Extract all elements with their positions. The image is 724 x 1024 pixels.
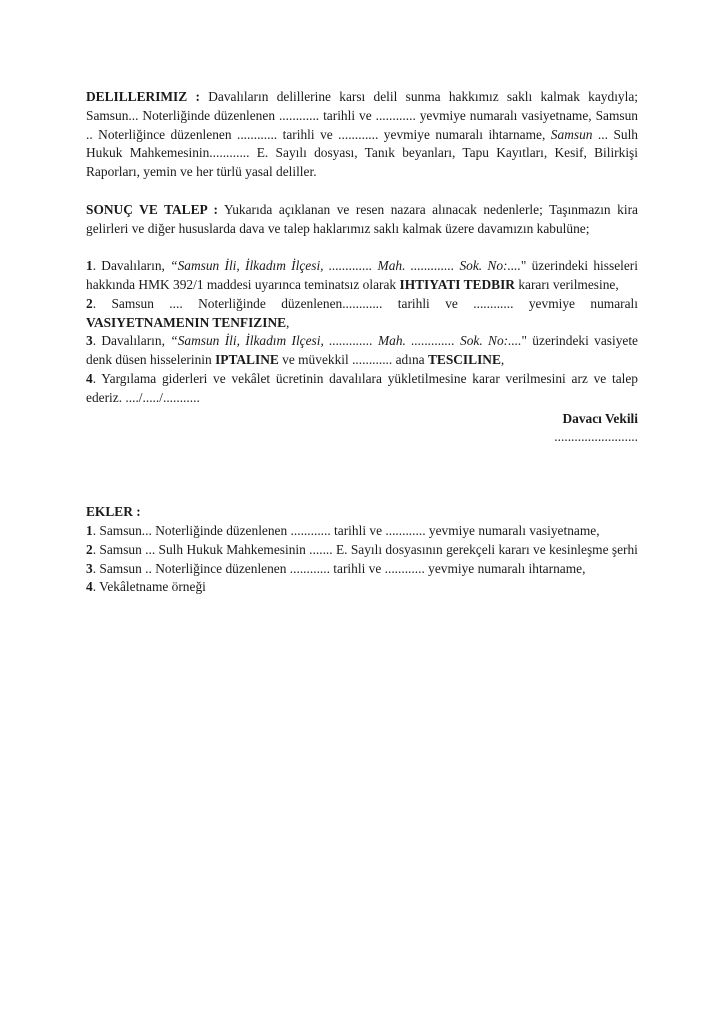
request-number: 4 (86, 370, 93, 386)
request-text: . Davalıların, (92, 333, 171, 349)
attachment-item-3 (86, 560, 638, 579)
request-item-1 (86, 257, 638, 295)
attachment-number: 2 (86, 541, 93, 557)
evidence-paragraph (86, 88, 638, 182)
attachment-number: 3 (86, 560, 93, 576)
request-emphasis: VASIYETNAMENIN TENFIZINE (86, 314, 287, 330)
attachment-item-2 (86, 541, 638, 560)
request-text: " üzerindeki hisseleri hakkında HMK 392/1 maddesi uyarınca teminatsız olarak (86, 258, 638, 292)
conclusion-paragraph (86, 201, 638, 239)
attachment-number: 4 (86, 579, 93, 595)
attachment-number: 1 (86, 522, 93, 538)
request-emphasis: IPTALINE (215, 352, 279, 368)
request-number: 2 (86, 295, 93, 311)
request-text: , (286, 314, 290, 330)
request-text: . Yargılama giderleri ve vekâlet ücretinin davalılara yükletilmesine karar verilmesini arz ve talep ederiz. ..../...../........... (86, 370, 638, 405)
conclusion-text: Yukarıda açıklanan ve resen nazara alınacak nedenlerle; Taşınmazın kira gelirleri ve diğer hususlarda dava ve talep haklarımız saklı kalmak üzere davamızın kabulüne; (86, 201, 638, 236)
signature-title-text: Davacı Vekili (562, 410, 638, 426)
request-emphasis: IHTIYATI TEDBIR (399, 276, 515, 292)
request-address: “Samsun İli, İlkadım Ilçesi, ............. Mah. ............. Sok. No:.... (170, 333, 522, 349)
attachment-item-4 (86, 578, 638, 597)
request-address: “Samsun İli, İlkadım İlçesi, ............. Mah. ............. Sok. No:.... (170, 258, 521, 274)
evidence-city: Samsun (550, 126, 593, 142)
request-number: 3 (86, 333, 93, 349)
evidence-text-cont: ... Sulh Hukuk Mahkemesinin............ E. Sayılı dosyası, Tanık beyanları, Tapu Kayıtları, Kesif, Bilirkişi Raporları, yemin ve her türlü yasal deliller. (86, 126, 638, 180)
attachments-heading (86, 503, 638, 522)
attachment-text: . Samsun .. Noterliğince düzenlenen ............ tarihli ve ............ yevmiye numaralı ihtarname, (92, 560, 586, 576)
request-text: , (500, 352, 505, 368)
document-page (86, 88, 638, 597)
request-text: kararı verilmesine, (514, 276, 619, 292)
request-text: " üzerindeki vasiyete denk düsen hisselerinin (86, 333, 639, 368)
evidence-heading: DELILLERIMIZ : (86, 89, 200, 104)
request-text: ve müvekkil ............ adına (278, 352, 428, 368)
request-item-4 (86, 370, 638, 408)
request-text: . Davalıların, (92, 258, 171, 274)
request-emphasis: TESCILINE (427, 352, 501, 368)
request-number: 1 (86, 258, 93, 274)
request-item-2 (86, 295, 638, 333)
attachment-item-1 (86, 522, 638, 541)
conclusion-heading: SONUÇ VE TALEP : (86, 201, 218, 217)
request-text: . Samsun .... Noterliğinde düzenlenen............ tarihli ve ............ yevmiye numaralı (92, 295, 638, 311)
attachment-text: . Samsun ... Sulh Hukuk Mahkemesinin ....... E. Sayılı dosyasının gerekçeli kararı ve kesinleşme şerhi (92, 541, 638, 557)
signature-title (86, 410, 638, 429)
signature-line: ......................... (554, 429, 638, 445)
request-item-3 (86, 332, 638, 370)
attachments-heading-text: EKLER : (86, 504, 141, 520)
attachment-text: . Samsun... Noterliğinde düzenlenen ............ tarihli ve ............ yevmiye numaralı vasiyetname, (92, 522, 600, 538)
evidence-text: Davalıların delillerine karsı delil sunma hakkımız saklı kalmak kaydıyla; Samsun... Noterliğinde düzenlenen ............ tarihli ve ............ yevmiye numaralı vasiyetname, Samsun .. Noterliğince düzenlenen ............ tarihli ve ............ yevmiye numaralı ihtarname, (86, 89, 639, 142)
attachment-text: . Vekâletname örneği (92, 579, 206, 595)
